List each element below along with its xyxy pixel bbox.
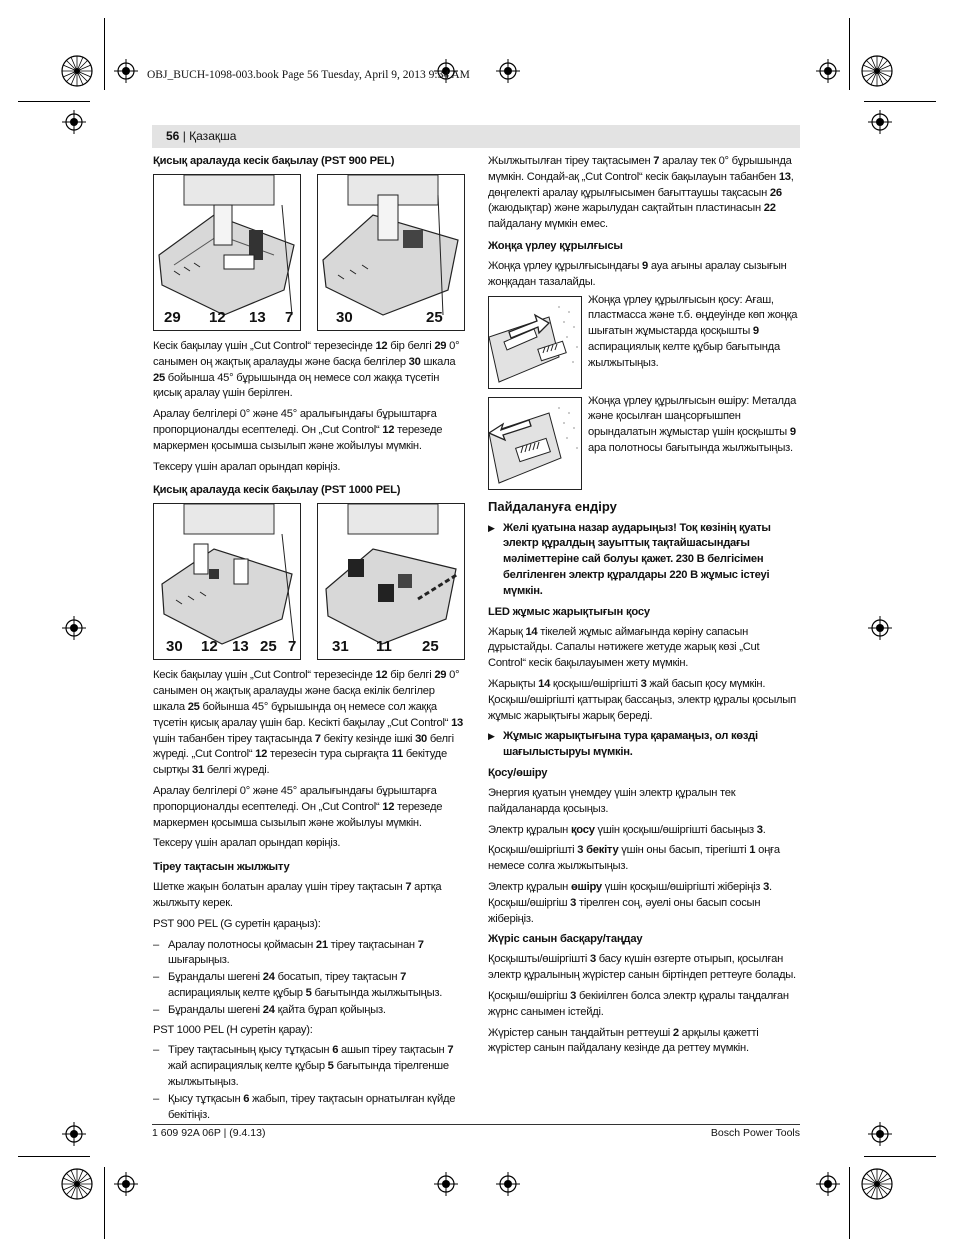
figure-pst1000-b: [317, 503, 465, 660]
crop-mark: [864, 101, 936, 102]
crosshair-icon: [114, 59, 138, 83]
fig-label: 29: [164, 309, 181, 326]
left-column: [153, 154, 465, 1124]
fig-label: 12: [209, 309, 226, 326]
crosshair-icon: [816, 1172, 840, 1196]
dash-list-1: [153, 938, 465, 1019]
bold-ref: 14: [538, 677, 551, 690]
heading-zhonka: Жоңқа үрлеу құрылғысы: [488, 239, 623, 252]
figure-pst900-b: [317, 174, 465, 331]
bold-ref: 6: [243, 1092, 250, 1105]
crosshair-icon: [114, 1172, 138, 1196]
list-item-text: Қысу тұтқасын 6 жабып, тіреу тақтасын орнатылған күйде бекітіңіз.: [168, 1092, 456, 1121]
fig-label: 30: [166, 638, 183, 656]
paragraph: PST 900 PEL (G суретін қараңыз):: [153, 917, 321, 930]
paragraph: Аралау белгілері 0° және 45° аралығындағы бұрыштарға пропорционалды есептеледі. Он „Cut Control“ 12 терезеде маркермен қосымша сызылып және жойылуы мүмкін.: [153, 784, 443, 829]
registration-target-icon: [860, 54, 894, 88]
switch-slide-left-icon: [489, 398, 582, 490]
bold-ref: 7: [400, 971, 407, 984]
heading-led: LED жұмыс жарықтығын қосу: [488, 605, 650, 618]
paragraph: Жарықты 14 қосқыш/өшіргішті 3 жай басып қосу мүмкін. Қосқыш/өшіргішті қаттырақ бассаңыз, электр құралы қосылып жұмыс жарықтығы жарық береді.: [488, 677, 796, 722]
saw-baseplate-illustration: [318, 504, 465, 660]
crosshair-icon: [868, 616, 892, 640]
dash-bullet: –: [153, 971, 159, 984]
bold-ref: өшіру: [570, 880, 602, 893]
paragraph: Энергия қуатын үнемдеу үшін электр құралын тек пайдаланарда қосыңыз.: [488, 786, 736, 815]
paragraph: Жарық 14 тікелей жұмыс аймағында көрiну сапасын дұрыстайды. Сапалы нәтижеге жетуде жарық көзі „Cut Control“ кесік бақылауымен жету мүмкін.: [488, 625, 760, 670]
bold-ref: 12: [382, 423, 395, 436]
bold-ref: 29: [434, 340, 447, 352]
bold-ref: 13: [778, 170, 791, 183]
fig-label: 30: [336, 309, 353, 326]
crop-mark: [849, 18, 850, 90]
bold-ref: 26: [769, 186, 782, 199]
bold-ref: қосу: [570, 823, 595, 836]
crop-mark: [864, 1156, 936, 1157]
heading-zhuris: Жүріс санын басқару/таңдау: [488, 933, 643, 946]
heading-tireu: Тіреу тақтасын жылжыту: [153, 861, 290, 874]
fig-label: 13: [249, 309, 266, 326]
heading-pst1000: Қисық аралауда кесік бақылау (PST 1000 PEL): [153, 484, 401, 497]
fig-label: 25: [426, 309, 443, 326]
warning-text: Желі қуатына назар аударыңыз! Тоқ көзінің қуаты электр құралдың зауыттық тақтайшасындағы мәліметтеріне сай болуы қажет. 230 В белгісімен белгіленген электр құралдары 220 В жұмыс істеуі мүмкін.: [503, 521, 771, 597]
bold-ref: 22: [763, 202, 776, 215]
crop-mark: [18, 101, 90, 102]
bold-ref: 24: [262, 1003, 275, 1016]
paragraph: Аралау белгілері 0° және 45° аралығындағы бұрыштарға пропорционалды есептеледі. Он „Cut Control“ 12 терезеде маркермен қосымша сызылып және жойылуы мүмкін.: [153, 408, 443, 452]
bold-ref: 9: [752, 325, 759, 338]
crosshair-icon: [62, 616, 86, 640]
paragraph: Кесік бақылау үшін „Cut Control“ терезесінде 12 бір белгі 29 0° санымен оң жақтық аралауды және басқа белгілер 30 шкала 25 бойынша 45° бұрышында оң немесе сол жаққа түсетін қисық аралау үшін берілген.: [153, 340, 460, 400]
bold-ref: 3: [589, 953, 596, 966]
bold-ref: 9: [789, 426, 796, 439]
chip-blower-off-text: Жоңқа үрлеу құрылғысын өшіру: Металда және қосылған шаңсорғышпен орындалатын жұмыстар үшін қосқышты 9 ара полотносы бағытында жылжытыңыз.: [588, 394, 797, 454]
crosshair-icon: [496, 1172, 520, 1196]
fig-label: 25: [260, 638, 277, 656]
figure-pst900-a: [153, 174, 301, 331]
figure-pst1000-a: [153, 503, 301, 660]
bold-ref: 24: [262, 971, 275, 984]
dash-bullet: –: [153, 1003, 159, 1016]
bold-ref: 11: [391, 748, 403, 761]
bold-ref: 3: [640, 677, 647, 690]
fig-label: 11: [376, 638, 392, 656]
warning-item: [488, 729, 800, 761]
right-column: [488, 154, 800, 1062]
list-item: [153, 1092, 465, 1124]
paragraph: Қосқышты/өшіргішті 3 басу күшін өзгерте отырып, қосылған электр құралының жүрістер санын біртіндеп реттеуге болады.: [488, 953, 796, 982]
bold-ref: 12: [382, 800, 395, 813]
heading-paidalanu: Пайдалануға ендіру: [488, 498, 617, 514]
triangle-bullet-icon: ▶: [488, 731, 495, 742]
bold-ref: 6: [332, 1044, 339, 1057]
paragraph: Тексеру үшін аралап орындап көріңіз.: [153, 837, 341, 850]
bold-ref: 9: [642, 259, 649, 272]
bold-ref: 7: [653, 155, 660, 167]
bold-ref: 7: [314, 732, 321, 745]
page-number: 56: [166, 129, 180, 143]
chip-blower-off-row: [488, 394, 800, 490]
warning-text: Жұмыс жарықтығына тура қарамаңыз, ол көзді шағылыстыруы мүмкін.: [503, 730, 758, 759]
bold-ref: 3: [570, 989, 577, 1002]
saw-baseplate-illustration: [154, 175, 301, 331]
bold-ref: 3: [756, 823, 763, 836]
paragraph: Қосқыш/өшіргішті 3 бекіту үшін оны басып, тірегішті 1 оңға немесе солға жылжытыңыз.: [488, 844, 780, 873]
crosshair-icon: [434, 1172, 458, 1196]
bold-ref: 1: [749, 844, 756, 857]
bold-ref: 3 бекіту: [577, 844, 619, 857]
bold-ref: 30: [408, 355, 421, 368]
figure-row-pst1000: [153, 503, 465, 660]
bold-ref: 7: [405, 881, 412, 894]
saw-baseplate-illustration: [318, 175, 465, 331]
fig-label: 7: [288, 638, 297, 656]
bold-ref: 25: [187, 700, 200, 713]
footer-brand: Bosch Power Tools: [710, 1127, 800, 1139]
saw-baseplate-illustration: [154, 504, 301, 660]
bold-ref: 3: [763, 880, 770, 893]
crop-mark: [849, 1167, 850, 1239]
dash-bullet: –: [153, 938, 159, 951]
footer-rule: [152, 1124, 800, 1125]
fig-label: 12: [201, 638, 218, 656]
list-item: [153, 970, 465, 1002]
list-item: [153, 938, 465, 970]
paragraph: Қосқыш/өшіргіш 3 бекіиілген болса электр құралы таңдалған жүрнс санымен істейді.: [488, 989, 789, 1018]
bold-ref: 29: [434, 669, 447, 682]
print-file-info: OBJ_BUCH-1098-003.book Page 56 Tuesday, April 9, 2013 9:34 AM: [147, 69, 470, 81]
warning-item: [488, 521, 800, 600]
fig-label: 13: [232, 638, 249, 656]
bold-ref: 13: [451, 716, 464, 729]
registration-target-icon: [60, 1167, 94, 1201]
paragraph: Электр құралын өшіру үшін қосқыш/өшіргішті жіберіңіз 3. Қосқыш/өшіргіш 3 тірелген соң, әуелі оны басып сосын жіберіңіз.: [488, 880, 772, 925]
dash-bullet: –: [153, 1044, 159, 1057]
crosshair-icon: [62, 1122, 86, 1146]
crosshair-icon: [868, 1122, 892, 1146]
paragraph: Жүрістер санын таңдайтын реттеуші 2 арқылы қажетті жүрістер санын пайдалану кезінде да реттеу мүмкін.: [488, 1026, 759, 1055]
bold-ref: 30: [415, 732, 428, 745]
registration-target-icon: [60, 54, 94, 88]
chip-blower-on-row: [488, 293, 800, 389]
paragraph: Тексеру үшін аралап орындап көріңіз.: [153, 460, 341, 473]
chip-blower-off-figure: [488, 397, 582, 490]
chip-blower-on-text: Жоңқа үрлеу құрылғысын қосу: Ағаш, пластмасса және т.б. өңдеуінде көп жоңқа шығатын жұмыстарда қосқышты 9 аспирациялық келте құбыр бағытында жылжытыңыз.: [588, 293, 798, 369]
section-language: Қазақша: [189, 129, 237, 143]
bold-ref: 31: [192, 764, 204, 777]
list-item: [153, 1043, 465, 1090]
bold-ref: 12: [375, 340, 388, 352]
figure-row-pst900: [153, 174, 465, 331]
paragraph: Жоңқа үрлеу құрылғысындағы 9 ауа ағыны аралау сызығын жоңқадан тазалайды.: [488, 259, 787, 288]
bold-ref: 2: [672, 1026, 679, 1039]
triangle-bullet-icon: ▶: [488, 522, 495, 533]
list-item-text: Бұрандалы шегені 24 босатып, тіреу тақтасын 7 аспирациялық келте құбыр 5 бағытында жылжытыңыз.: [168, 971, 443, 999]
list-item-text: Аралау полотносы қоймасын 21 тіреу тақтасынан 7 шығарыңыз.: [168, 938, 424, 967]
paragraph: PST 1000 PEL (H суретін қарау):: [153, 1023, 313, 1036]
bold-ref: 12: [375, 669, 388, 682]
paragraph: Шетке жақын болатын аралау үшін тіреу тақтасын 7 артқа жылжыту керек.: [153, 881, 442, 909]
list-item: [153, 1003, 465, 1019]
crosshair-icon: [496, 59, 520, 83]
fig-label: 7: [285, 309, 294, 326]
heading-pst900: Қисық аралауда кесік бақылау (PST 900 PEL): [153, 155, 395, 167]
paragraph: Кесік бақылау үшін „Cut Control“ терезесінде 12 бір белгі 29 0° санымен оң жақтық аралауды және басқа екілік белгілер шкала 25 бойынша 45° бұрышында оң немесе сол жаққа түсетін қисық аралау үшін бар. Кесікті бақылау „Cut Control“ 13 үшін табанбен тіреу тақтасында 7 бекіту кезінде ішкі 30 белгі жүреді. „Cut Control“ 12 терезесін тура сырғақта 11 бекітуде сыртқы 31 белгі жүреді.: [153, 669, 464, 777]
switch-slide-right-icon: [489, 297, 582, 389]
crosshair-icon: [62, 110, 86, 134]
registration-target-icon: [860, 1167, 894, 1201]
bold-ref: 3: [570, 896, 577, 909]
dash-list-2: [153, 1043, 465, 1123]
bold-ref: 7: [417, 938, 424, 951]
heading-kosu: Қосу/өшіру: [488, 766, 548, 779]
fig-label: 31: [332, 638, 349, 656]
paragraph: Электр құралын қосу үшін қосқыш/өшіргішті басыңыз 3.: [488, 823, 766, 836]
crosshair-icon: [816, 59, 840, 83]
list-item-text: Бұрандалы шегені 24 қайта бұрап қойыңыз.: [168, 1003, 386, 1016]
bold-ref: 7: [447, 1044, 454, 1057]
page-header-band: [152, 125, 800, 148]
footer-doc-code: 1 609 92A 06P | (9.4.13): [152, 1127, 266, 1139]
dash-bullet: –: [153, 1092, 159, 1105]
paragraph: Жылжытылған тіреу тақтасымен 7 аралау тек 0° бұрышында мүмкін. Сондай-ақ „Cut Control“ кесік бақылауын табанбен 13, дөңгелекті аралау құрылғысымен бағыттаушы тақсасын 26 (жаюдықтар) және жарылудан сақтайтын пластинасын 22 пайдалану мүмкін емес.: [488, 155, 794, 231]
fig-label: 25: [422, 638, 439, 656]
bold-ref: 5: [327, 1060, 334, 1073]
bold-ref: 25: [153, 371, 165, 384]
chip-blower-on-figure: [488, 296, 582, 389]
crosshair-icon: [868, 110, 892, 134]
page-header: 56 | Қазақша: [166, 129, 237, 143]
bold-ref: 21: [315, 938, 328, 951]
crop-mark: [104, 18, 105, 90]
bold-ref: 14: [525, 625, 538, 638]
bold-ref: 5: [305, 986, 312, 999]
list-item-text: Тіреу тақтасының қысу тұтқасын 6 ашып тіреу тақтасын 7 жай аспирациялық келте құбыр 5 бағытында тірелгенше жылжытыңыз.: [168, 1044, 454, 1088]
crop-mark: [104, 1167, 105, 1239]
bold-ref: 12: [255, 748, 268, 761]
crop-mark: [18, 1156, 90, 1157]
